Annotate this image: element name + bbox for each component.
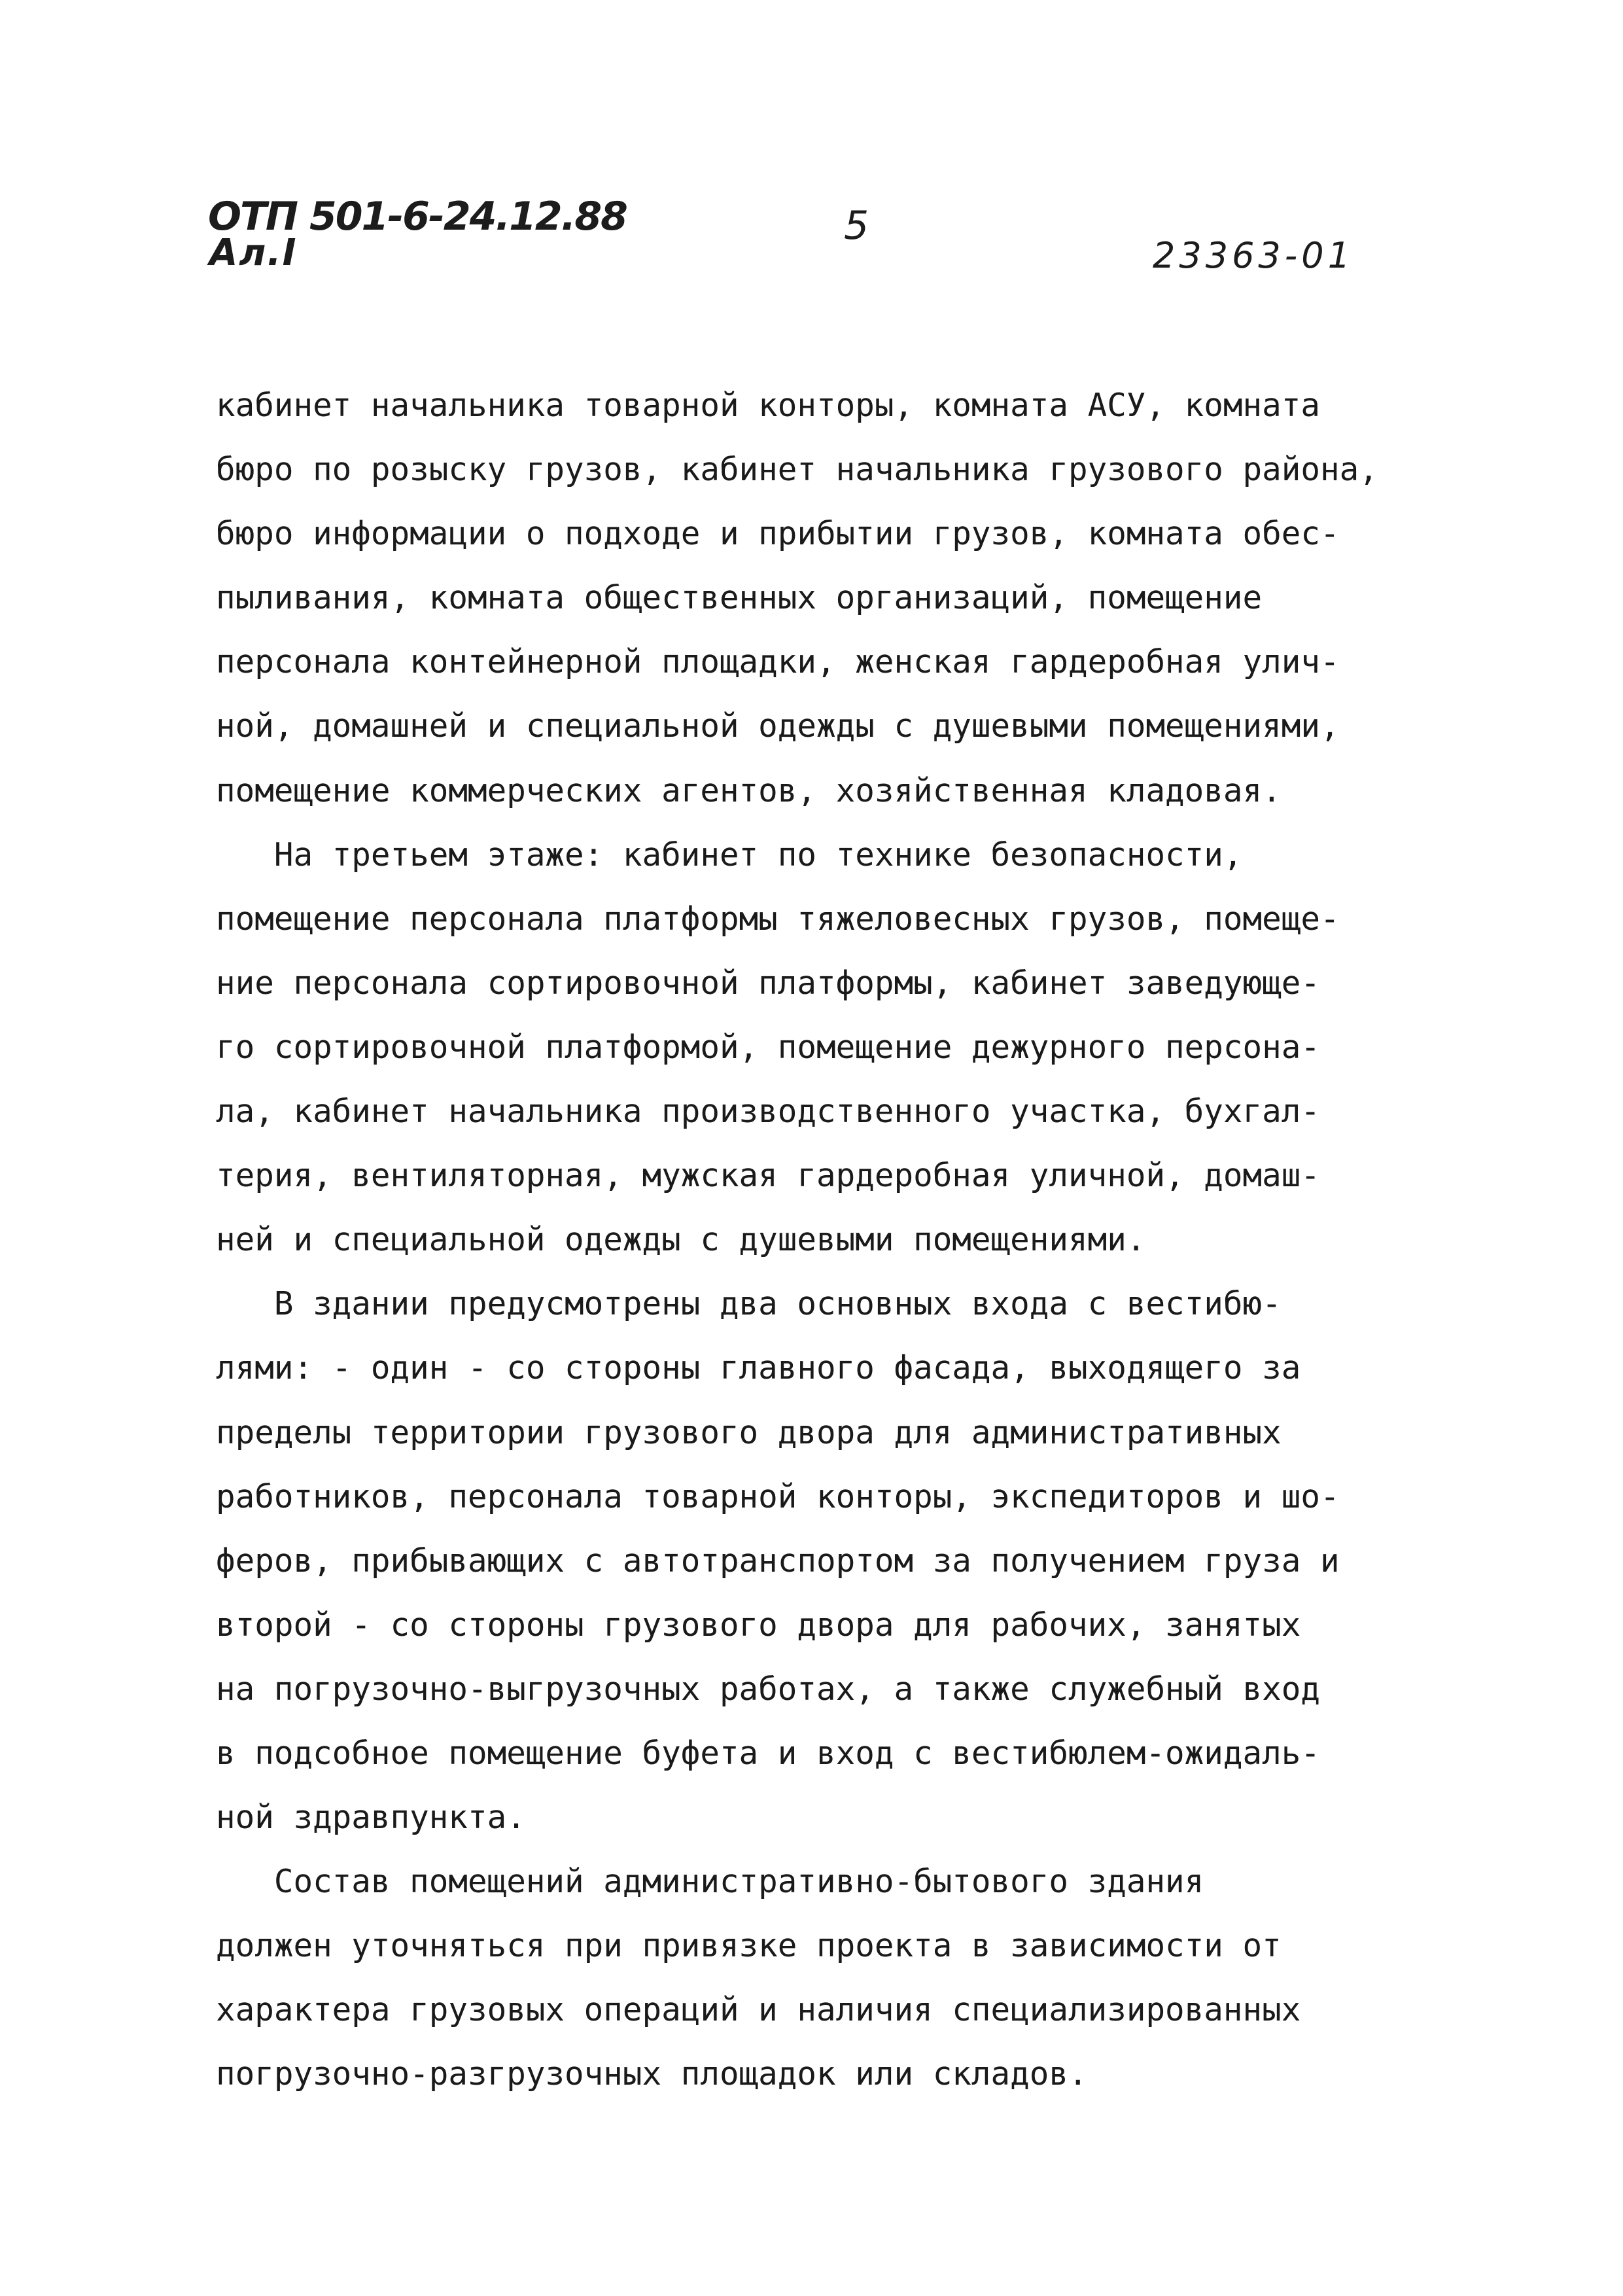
text-line: пределы территории грузового двора для административных (216, 1413, 1282, 1451)
text-line: характера грузовых операций и наличия специализированных (216, 1990, 1301, 2029)
text-line: бюро по розыску грузов, кабинет начальника грузового района, (216, 450, 1378, 489)
text-line: персонала контейнерной площадки, женская гардеробная улич- (216, 643, 1340, 681)
text-line: пыливания, комната общественных организаций, помещение (216, 578, 1263, 617)
text-line: Состав помещений административно-бытового здания (216, 1862, 1204, 1901)
text-line: помещение коммерческих агентов, хозяйственная кладовая. (216, 771, 1282, 809)
text-line: ла, кабинет начальника производственного участка, бухгал- (216, 1092, 1320, 1131)
text-line: на погрузочно-выгрузочных работах, а также служебный вход (216, 1669, 1320, 1708)
sheet-label: Ал.I (209, 232, 298, 274)
text-line: помещение персонала платформы тяжеловесных грузов, помеще- (216, 899, 1340, 938)
text-line: ней и специальной одежды с душевыми помещениями. (216, 1220, 1146, 1259)
body-text (216, 373, 1459, 2106)
text-line: На третьем этаже: кабинет по технике безопасности, (216, 835, 1243, 874)
text-line: го сортировочной платформой, помещение дежурного персона- (216, 1027, 1320, 1066)
text-line: ной, домашней и специальной одежды с душевыми помещениями, (216, 707, 1340, 745)
text-line: лями: - один - со стороны главного фасада, выходящего за (216, 1349, 1301, 1387)
text-line: второй - со стороны грузового двора для рабочих, занятых (216, 1605, 1301, 1644)
document-code: ОТП 501-6-24.12.88 (208, 194, 627, 239)
document-id: 23363-01 (1153, 235, 1354, 276)
text-line: ние персонала сортировочной платформы, кабинет заведующе- (216, 963, 1320, 1002)
text-line: терия, вентиляторная, мужская гардеробная уличной, домаш- (216, 1156, 1320, 1195)
text-line: работников, персонала товарной конторы, экспедиторов и шо- (216, 1477, 1340, 1515)
text-line: В здании предусмотрены два основных входа с вестибю- (216, 1284, 1282, 1323)
text-line: кабинет начальника товарной конторы, комната АСУ, комната (216, 386, 1320, 424)
text-line: погрузочно-разгрузочных площадок или складов. (216, 2055, 1088, 2093)
text-line: должен уточняться при привязке проекта в зависимости от (216, 1926, 1282, 1965)
page-number: 5 (844, 203, 869, 249)
text-line: в подсобное помещение буфета и вход с вестибюлем-ожидаль- (216, 1733, 1320, 1772)
text-line: бюро информации о подходе и прибытии грузов, комната обес- (216, 514, 1340, 553)
text-line: феров, прибывающих с автотранспортом за получением груза и (216, 1541, 1340, 1580)
text-line: ной здравпункта. (216, 1798, 526, 1837)
